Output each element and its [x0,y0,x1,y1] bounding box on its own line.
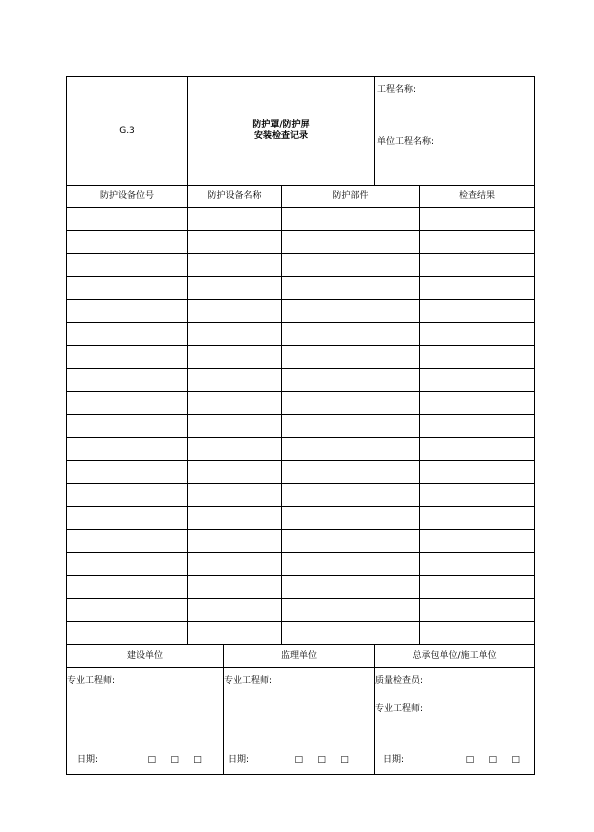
table-row [67,300,535,323]
table-row [67,208,535,231]
cell-protected-part[interactable] [282,461,420,484]
contractor-qc-label: 质量检查员: [375,676,424,686]
table-row [67,369,535,392]
inspection-form [66,76,535,775]
cell-device-name[interactable] [188,369,282,392]
owner-date-label: 日期: [77,755,99,766]
contractor-date [383,755,526,766]
supervisor-header: 监理单位 [224,645,375,668]
col-header-protected-part: 防护部件 [282,186,420,208]
form-title-line2: 安装检查记录 [254,131,309,141]
cell-device-name[interactable] [188,530,282,553]
cell-result[interactable] [420,208,535,231]
cell-device-name[interactable] [188,208,282,231]
form-code: G.3 [67,77,188,186]
cell-result[interactable] [420,254,535,277]
cell-device-name[interactable] [188,277,282,300]
cell-protected-part[interactable] [282,369,420,392]
cell-protected-part[interactable] [282,346,420,369]
supervisor-engineer-label: 专业工程师: [224,676,273,686]
cell-device-name[interactable] [188,576,282,599]
table-row [67,254,535,277]
cell-device-tag[interactable] [67,346,188,369]
cell-result[interactable] [420,346,535,369]
table-row [67,599,535,622]
date-box: □ [317,755,326,766]
cell-result[interactable] [420,438,535,461]
cell-result[interactable] [420,507,535,530]
cell-result[interactable] [420,277,535,300]
cell-protected-part[interactable] [282,323,420,346]
col-header-device-name: 防护设备名称 [188,186,282,208]
supervisor-signature-cell[interactable] [224,668,375,775]
signature-row [67,668,535,775]
cell-device-name[interactable] [188,254,282,277]
column-header-row [67,186,535,208]
cell-device-name[interactable] [188,415,282,438]
signature-header-row [67,645,535,668]
cell-device-name[interactable] [188,392,282,415]
cell-device-tag[interactable] [67,231,188,254]
cell-device-tag[interactable] [67,461,188,484]
cell-result[interactable] [420,415,535,438]
table-row [67,530,535,553]
project-name-label: 工程名称: [377,85,417,95]
cell-protected-part[interactable] [282,599,420,622]
cell-protected-part[interactable] [282,277,420,300]
unit-project-label: 单位工程名称: [377,137,435,147]
cell-protected-part[interactable] [282,576,420,599]
cell-device-tag[interactable] [67,277,188,300]
owner-engineer-label: 专业工程师: [67,676,116,686]
cell-result[interactable] [420,369,535,392]
date-box: □ [511,755,520,766]
cell-device-name[interactable] [188,507,282,530]
cell-device-tag[interactable] [67,599,188,622]
owner-header: 建设单位 [67,645,224,668]
cell-device-tag[interactable] [67,576,188,599]
project-info [375,77,535,186]
cell-protected-part[interactable] [282,507,420,530]
cell-result[interactable] [420,576,535,599]
cell-device-tag[interactable] [67,369,188,392]
col-header-device-tag: 防护设备位号 [67,186,188,208]
cell-protected-part[interactable] [282,622,420,645]
cell-protected-part[interactable] [282,553,420,576]
cell-device-name[interactable] [188,438,282,461]
cell-device-tag[interactable] [67,415,188,438]
table-row [67,553,535,576]
cell-protected-part[interactable] [282,415,420,438]
contractor-date-label: 日期: [383,755,405,766]
contractor-header: 总承包单位/施工单位 [375,645,535,668]
cell-device-name[interactable] [188,323,282,346]
cell-device-name[interactable] [188,599,282,622]
supervisor-date-label: 日期: [228,755,250,766]
cell-result[interactable] [420,599,535,622]
record-rows [67,208,535,645]
cell-device-name[interactable] [188,622,282,645]
cell-device-name[interactable] [188,461,282,484]
cell-device-tag[interactable] [67,300,188,323]
table-row [67,438,535,461]
date-box: □ [147,755,157,766]
cell-device-tag[interactable] [67,392,188,415]
cell-device-name[interactable] [188,231,282,254]
table-row [67,231,535,254]
cell-device-tag[interactable] [67,484,188,507]
cell-result[interactable] [420,553,535,576]
cell-protected-part[interactable] [282,438,420,461]
cell-device-name[interactable] [188,553,282,576]
cell-device-tag[interactable] [67,208,188,231]
cell-device-name[interactable] [188,346,282,369]
cell-result[interactable] [420,323,535,346]
table-row [67,277,535,300]
date-box: □ [170,755,179,766]
cell-result[interactable] [420,231,535,254]
cell-protected-part[interactable] [282,300,420,323]
contractor-signature-cell[interactable] [375,668,535,775]
cell-protected-part[interactable] [282,208,420,231]
table-row [67,415,535,438]
date-box: □ [193,755,202,766]
cell-result[interactable] [420,484,535,507]
col-header-result: 检查结果 [420,186,535,208]
date-box: □ [488,755,497,766]
table-row [67,622,535,645]
cell-device-tag[interactable] [67,323,188,346]
owner-date [77,755,208,766]
cell-device-name[interactable] [188,300,282,323]
table-row [67,576,535,599]
date-box: □ [294,755,304,766]
cell-device-tag[interactable] [67,254,188,277]
cell-device-tag[interactable] [67,507,188,530]
table-row [67,392,535,415]
contractor-engineer-label: 专业工程师: [375,704,424,714]
cell-device-tag[interactable] [67,553,188,576]
form-title [188,77,375,186]
cell-result[interactable] [420,461,535,484]
cell-device-tag[interactable] [67,530,188,553]
cell-protected-part[interactable] [282,484,420,507]
table-row [67,461,535,484]
date-box: □ [465,755,475,766]
cell-result[interactable] [420,300,535,323]
cell-protected-part[interactable] [282,530,420,553]
owner-signature-cell[interactable] [67,668,224,775]
date-box: □ [340,755,349,766]
cell-protected-part[interactable] [282,392,420,415]
cell-protected-part[interactable] [282,254,420,277]
cell-device-tag[interactable] [67,622,188,645]
cell-protected-part[interactable] [282,231,420,254]
table-row [67,507,535,530]
supervisor-date [228,755,355,766]
cell-result[interactable] [420,622,535,645]
cell-result[interactable] [420,530,535,553]
table-row [67,484,535,507]
cell-device-tag[interactable] [67,438,188,461]
cell-device-name[interactable] [188,484,282,507]
cell-result[interactable] [420,392,535,415]
table-row [67,323,535,346]
form-title-line1: 防护罩/防护屏 [252,120,310,131]
table-row [67,346,535,369]
